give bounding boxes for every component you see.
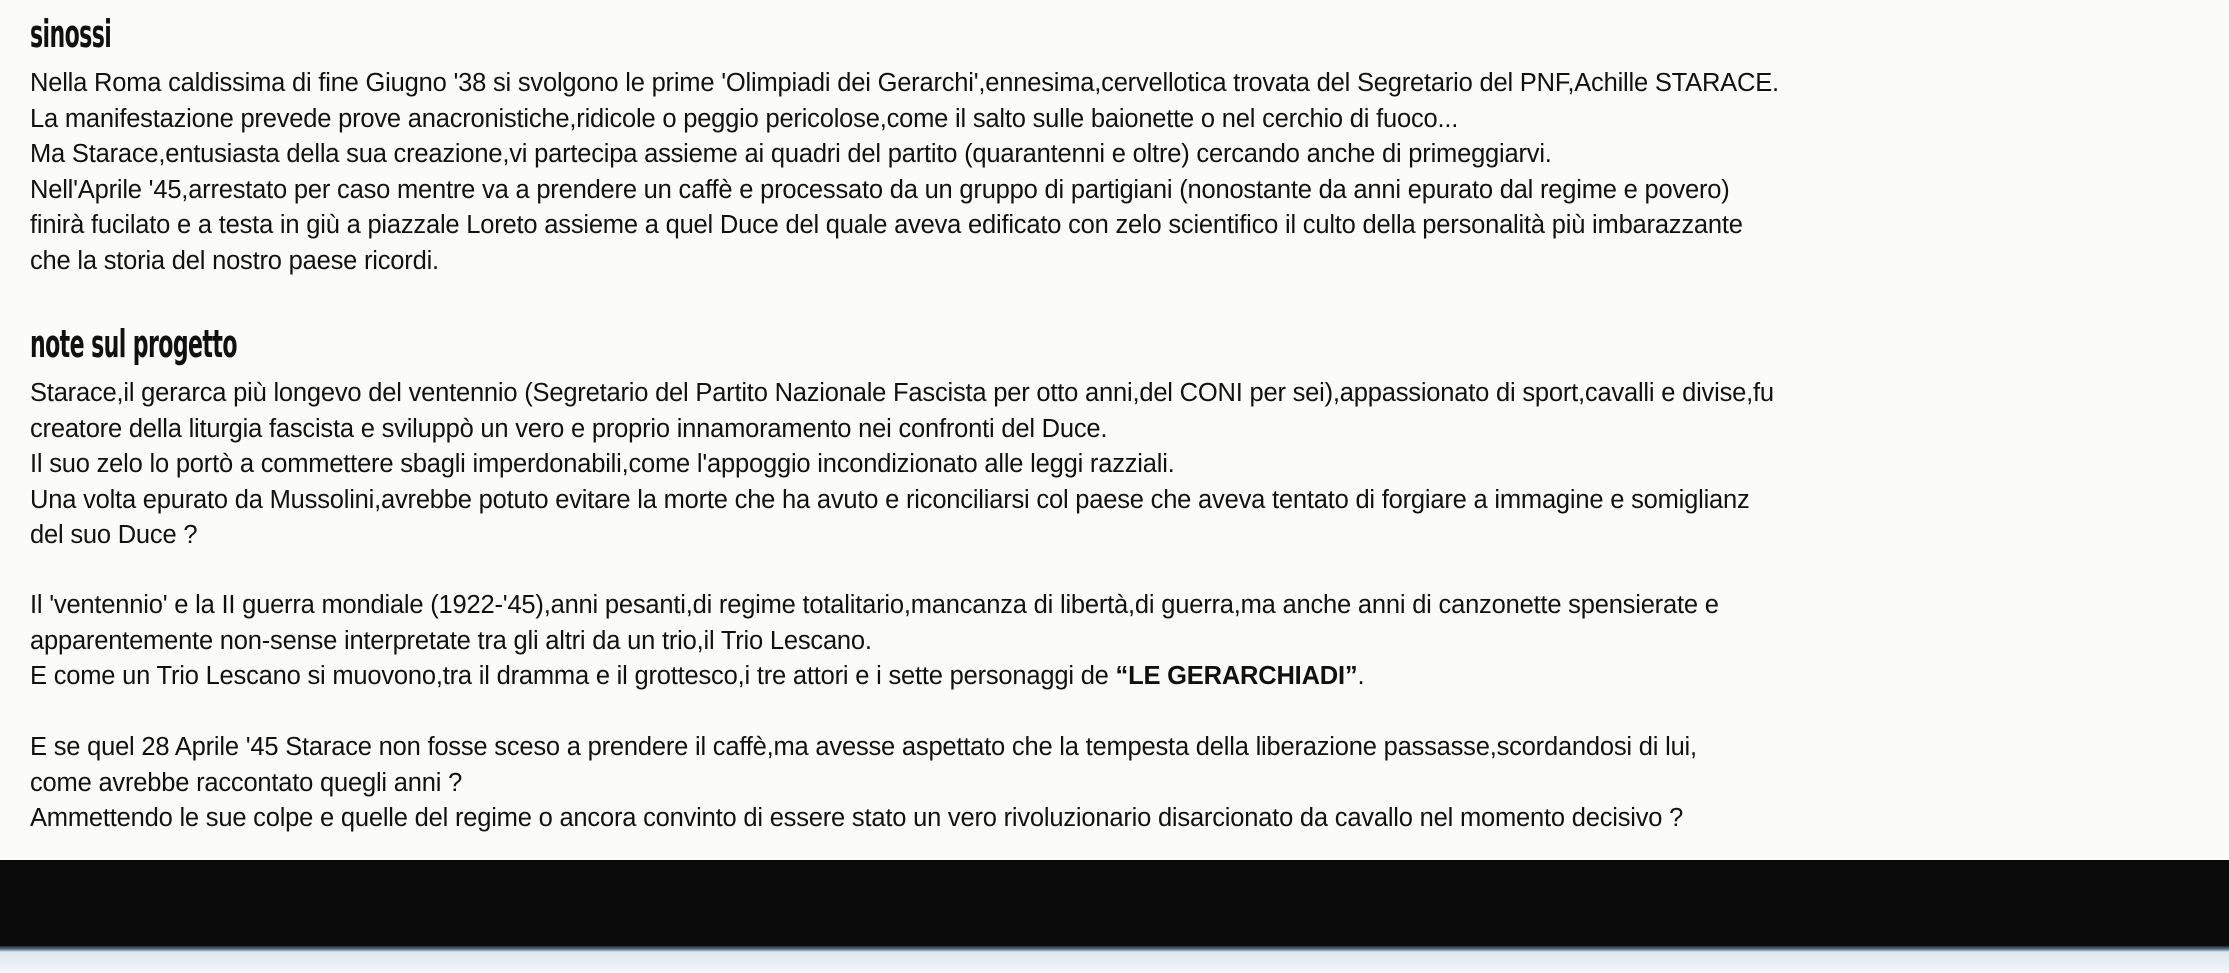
text-line: creatore della liturgia fascista e sviluppò un vero e proprio innamoramento nei confronti del Duce. [30, 414, 1108, 443]
text-line: Nella Roma caldissima di fine Giugno '38 si svolgono le prime 'Olimpiadi dei Gerarchi',ennesima,cervellotica trovata del Segretario del PNF,Achille STARACE. [30, 69, 1779, 97]
text-line: apparentemente non-sense interpretate tra gli altri da un trio,il Trio Lescano. [30, 626, 872, 655]
text-fragment: E come un Trio Lescano si muovono,tra il dramma e il grottesco,i tre attori e i sette personaggi de [30, 662, 1116, 690]
text-line-with-title [30, 659, 1719, 695]
text-fragment: . [1357, 662, 1365, 690]
sinossi-heading: sinossi [30, 12, 112, 56]
text-line: Starace,il gerarca più longevo del ventennio (Segretario del Partito Nazionale Fascista per otto anni,del CONI per sei),appassionato di sport,cavalli e divise,fu [30, 379, 1774, 407]
show-title: “LE GERARCHIADI” [1115, 662, 1358, 690]
note-paragraph-3 [30, 730, 1697, 837]
text-line: finirà fucilato e a testa in giù a piazzale Loreto assieme a quel Duce del quale aveva edificato con zelo scientifico il culto della personalità più imbarazzante [30, 211, 1743, 239]
text-line: che la storia del nostro paese ricordi. [30, 246, 439, 275]
footer-edge-strip [0, 946, 2229, 973]
note-heading: note sul progetto [30, 322, 237, 366]
text-line: Ammettendo le sue colpe e quelle del regime o ancora convinto di essere stato un vero rivoluzionario disarcionato da cavallo nel momento decisivo ? [30, 804, 1684, 832]
text-line: Una volta epurato da Mussolini,avrebbe potuto evitare la morte che ha avuto e riconciliarsi col paese che aveva tentato di forgiare a immagine e somiglianz [30, 485, 1750, 514]
text-line: Nell'Aprile '45,arrestato per caso mentre va a prendere un caffè e processato da un gruppo di partigiani (nonostante da anni epurato dal regime e povero) [30, 175, 1730, 204]
text-line: come avrebbe raccontato quegli anni ? [30, 768, 463, 797]
text-line: La manifestazione prevede prove anacronistiche,ridicole o peggio pericolose,come il salto sulle baionette o nel cerchio di fuoco... [30, 104, 1459, 133]
text-line: Il 'ventennio' e la II guerra mondiale (1922-'45),anni pesanti,di regime totalitario,mancanza di libertà,di guerra,ma anche anni di canzonette spensierate e [30, 591, 1719, 619]
sinossi-paragraph [30, 66, 1779, 279]
text-line: del suo Duce ? [30, 521, 198, 549]
text-line: E se quel 28 Aprile '45 Starace non fosse sceso a prendere il caffè,ma avesse aspettato che la tempesta della liberazione passasse,scordandosi di lui, [30, 733, 1697, 761]
text-line: Ma Starace,entusiasta della sua creazione,vi partecipa assieme ai quadri del partito (quarantenni e oltre) cercando anche di primeggiarvi. [30, 140, 1552, 168]
footer-black-band [0, 860, 2229, 946]
text-line: Il suo zelo lo portò a commettere sbagli imperdonabili,come l'appoggio incondizionato alle leggi razziali. [30, 450, 1175, 478]
note-paragraph-1 [30, 376, 1774, 554]
note-paragraph-2 [30, 588, 1719, 695]
